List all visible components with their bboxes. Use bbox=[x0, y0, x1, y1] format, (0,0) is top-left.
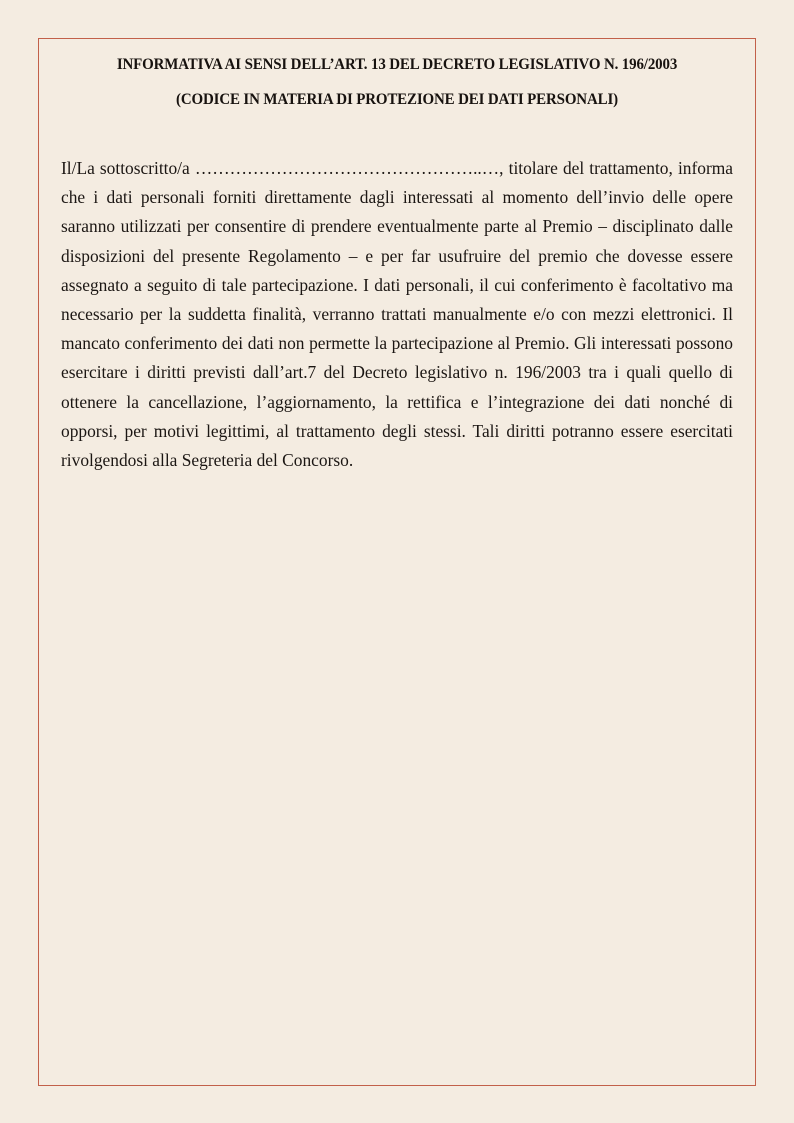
page-border-frame bbox=[38, 38, 756, 1086]
blank-remainder-area bbox=[59, 475, 735, 1035]
heading-line-1: INFORMATIVA AI SENSI DELL’ART. 13 DEL DECRETO LEGISLATIVO N. 196/2003 bbox=[116, 56, 678, 73]
privacy-notice-paragraph: Il/La sottoscritto/a …………………………………………..…, titolare del trattamento, informa che i dati personali forniti direttamente dagli interessati al momento dell’invio delle opere saranno utilizzati per consentire di prendere eventualmente parte al Premio – disciplinato dalle disposizioni del presente Regolamento – e per far usufruire del premio che dovesse essere assegnato a seguito di tale partecipazione. I dati personali, il cui conferimento è facoltativo ma necessario per la suddetta finalità, verranno trattati manualmente e/o con mezzi elettronici. Il mancato conferimento dei dati non permette la partecipazione al Premio. Gli interessati possono esercitare i diritti previsti dall’art.7 del Decreto legislativo n. 196/2003 tra i quali quello di ottenere la cancellazione, l’aggiornamento, la rettifica e l’integrazione dei dati nonché di opporsi, per motivi legittimi, al trattamento degli stessi. Tali diritti potranno essere esercitati rivolgendosi alla Segreteria del Concorso. bbox=[61, 158, 733, 471]
document-content bbox=[59, 53, 735, 1035]
heading-line-2: (CODICE IN MATERIA DI PROTEZIONE DEI DATI PERSONALI) bbox=[176, 91, 618, 109]
document-heading bbox=[71, 53, 723, 112]
privacy-notice-body bbox=[59, 154, 735, 475]
